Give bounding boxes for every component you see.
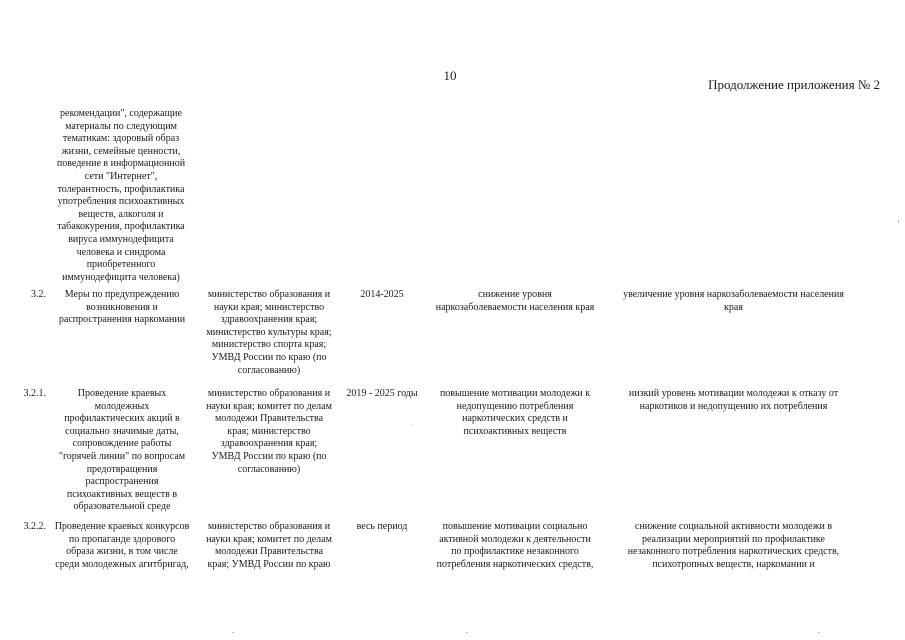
consequence	[606, 289, 861, 314]
consequence	[606, 388, 861, 413]
continuation-text	[46, 108, 196, 284]
text-line: УМВД России по краю (по	[211, 450, 327, 462]
text-line: образовательной среде	[73, 501, 171, 513]
text-line: распространения	[85, 476, 159, 488]
text-line: рекомендации", содержащие	[60, 108, 182, 119]
text-line: снижение социальной активности молодежи в	[634, 521, 833, 532]
text-line: сети "Интернет",	[84, 170, 158, 182]
text-line: УМВД России по краю (по	[211, 351, 327, 363]
text-line: здравоохранения края;	[220, 314, 318, 326]
text-line: активной молодежи к деятельности	[439, 533, 591, 545]
text-line: науки края; комитет по делам	[206, 533, 332, 545]
text-line: министерство образования и	[207, 521, 331, 532]
text-line: Проведение краевых	[77, 388, 167, 399]
text-line: образа жизни, в том числе	[66, 546, 178, 558]
period	[336, 289, 428, 302]
text-line: иммунодефицита человека)	[62, 271, 180, 283]
text-line: материалы по следующим	[65, 120, 177, 132]
scan-speck	[232, 632, 234, 633]
text-line: профилактических акций в	[64, 413, 180, 425]
text-line: науки края; комитет по делам	[206, 400, 332, 412]
text-line: психоактивных веществ	[463, 425, 567, 437]
text-line: министерство образования и	[207, 388, 331, 399]
text-line: согласованию)	[237, 463, 301, 475]
text-line: "горячей линии" по вопросам	[58, 450, 186, 462]
appendix-continuation-header: Продолжение приложения № 2	[708, 77, 880, 92]
text-line: незаконного потребления наркотических средств,	[627, 546, 840, 558]
text-line: возникновения и	[86, 301, 158, 313]
text-line: края; министерство	[227, 425, 311, 437]
text-line: наркотиков и недопущению их потребления	[639, 400, 828, 412]
text-line: по профилактике незаконного	[451, 546, 579, 558]
consequence	[606, 521, 861, 571]
executor	[196, 521, 342, 571]
measure-name	[44, 289, 200, 327]
text-line: наркозаболеваемости населения края	[435, 301, 595, 313]
text-line: толерантность, профилактика	[57, 183, 185, 195]
text-line: реализации мероприятий по профилактике	[642, 533, 825, 545]
text-line: человека и синдрома	[76, 246, 166, 258]
text-line: министерство спорта края;	[211, 339, 327, 351]
text-line: молодежи Правительства	[214, 413, 324, 425]
text-line: по пропаганде здорового	[68, 533, 176, 545]
text-line: Проведение краевых конкурсов	[54, 521, 190, 532]
measure-name	[44, 388, 200, 514]
text-line: психотропных веществ, наркомании и	[652, 558, 815, 570]
scan-speck	[411, 424, 412, 425]
text-line: жизни, семейные ценности,	[61, 145, 181, 157]
expected-result	[428, 521, 602, 571]
text-line: среди молодежных агитбригад,	[55, 558, 189, 570]
text-line: министерство образования и	[207, 289, 331, 300]
text-line: повышение мотивации социально	[442, 521, 588, 532]
executor	[196, 388, 342, 476]
text-line: повышение мотивации молодежи к	[439, 388, 591, 399]
text-line: вируса иммунодефицита	[68, 233, 174, 245]
text-line: тематикам: здоровый образ	[62, 133, 180, 145]
text-line: здравоохранения края;	[220, 438, 318, 450]
expected-result	[428, 289, 602, 314]
text-line: социально значимые даты,	[65, 425, 179, 437]
text-line: края	[724, 301, 743, 313]
text-line: психоактивных веществ в	[66, 488, 178, 500]
scan-speck	[898, 220, 899, 223]
row-number: 3.2.1.	[23, 388, 46, 399]
expected-result	[428, 388, 602, 438]
text-line: согласованию)	[237, 364, 301, 376]
period	[336, 521, 428, 534]
text-line: сопровождение работы	[72, 438, 172, 450]
row-number: 3.2.	[31, 289, 46, 300]
page-number: 10	[443, 68, 457, 83]
text-line: табакокурения, профилактика	[57, 221, 185, 233]
text-line: 2019 - 2025 годы	[346, 388, 418, 399]
scan-speck	[818, 632, 820, 633]
text-line: науки края; министерство	[213, 301, 325, 313]
text-line: потребления наркотических средств,	[436, 558, 594, 570]
text-line: министерство культуры края;	[206, 326, 332, 338]
scan-speck	[466, 632, 468, 633]
text-line: поведение в информационной	[56, 158, 186, 170]
text-line: веществ, алкоголя и	[78, 208, 164, 220]
text-line: приобретенного	[86, 259, 156, 271]
text-line: предотвращения	[86, 463, 158, 475]
period	[336, 388, 428, 401]
text-line: молодежи Правительства	[214, 546, 324, 558]
text-line: края; УМВД России по краю	[207, 558, 331, 570]
row-number: 3.2.2.	[23, 521, 46, 532]
text-line: распространения наркомании	[58, 314, 186, 326]
text-line: 2014-2025	[360, 289, 404, 300]
text-line: весь период	[356, 521, 408, 532]
text-line: Меры по предупреждению	[64, 289, 180, 300]
text-line: молодежных	[94, 400, 150, 412]
text-line: увеличение уровня наркозаболеваемости населения	[623, 289, 844, 300]
text-line: недопущению потребления	[456, 400, 574, 412]
measure-name	[44, 521, 200, 571]
text-line: низкий уровень мотивации молодежи к отказу от	[628, 388, 839, 399]
text-line: употребления психоактивных	[57, 196, 185, 208]
executor	[196, 289, 342, 377]
text-line: снижение уровня	[478, 289, 552, 300]
text-line: наркотических средств и	[462, 413, 568, 425]
